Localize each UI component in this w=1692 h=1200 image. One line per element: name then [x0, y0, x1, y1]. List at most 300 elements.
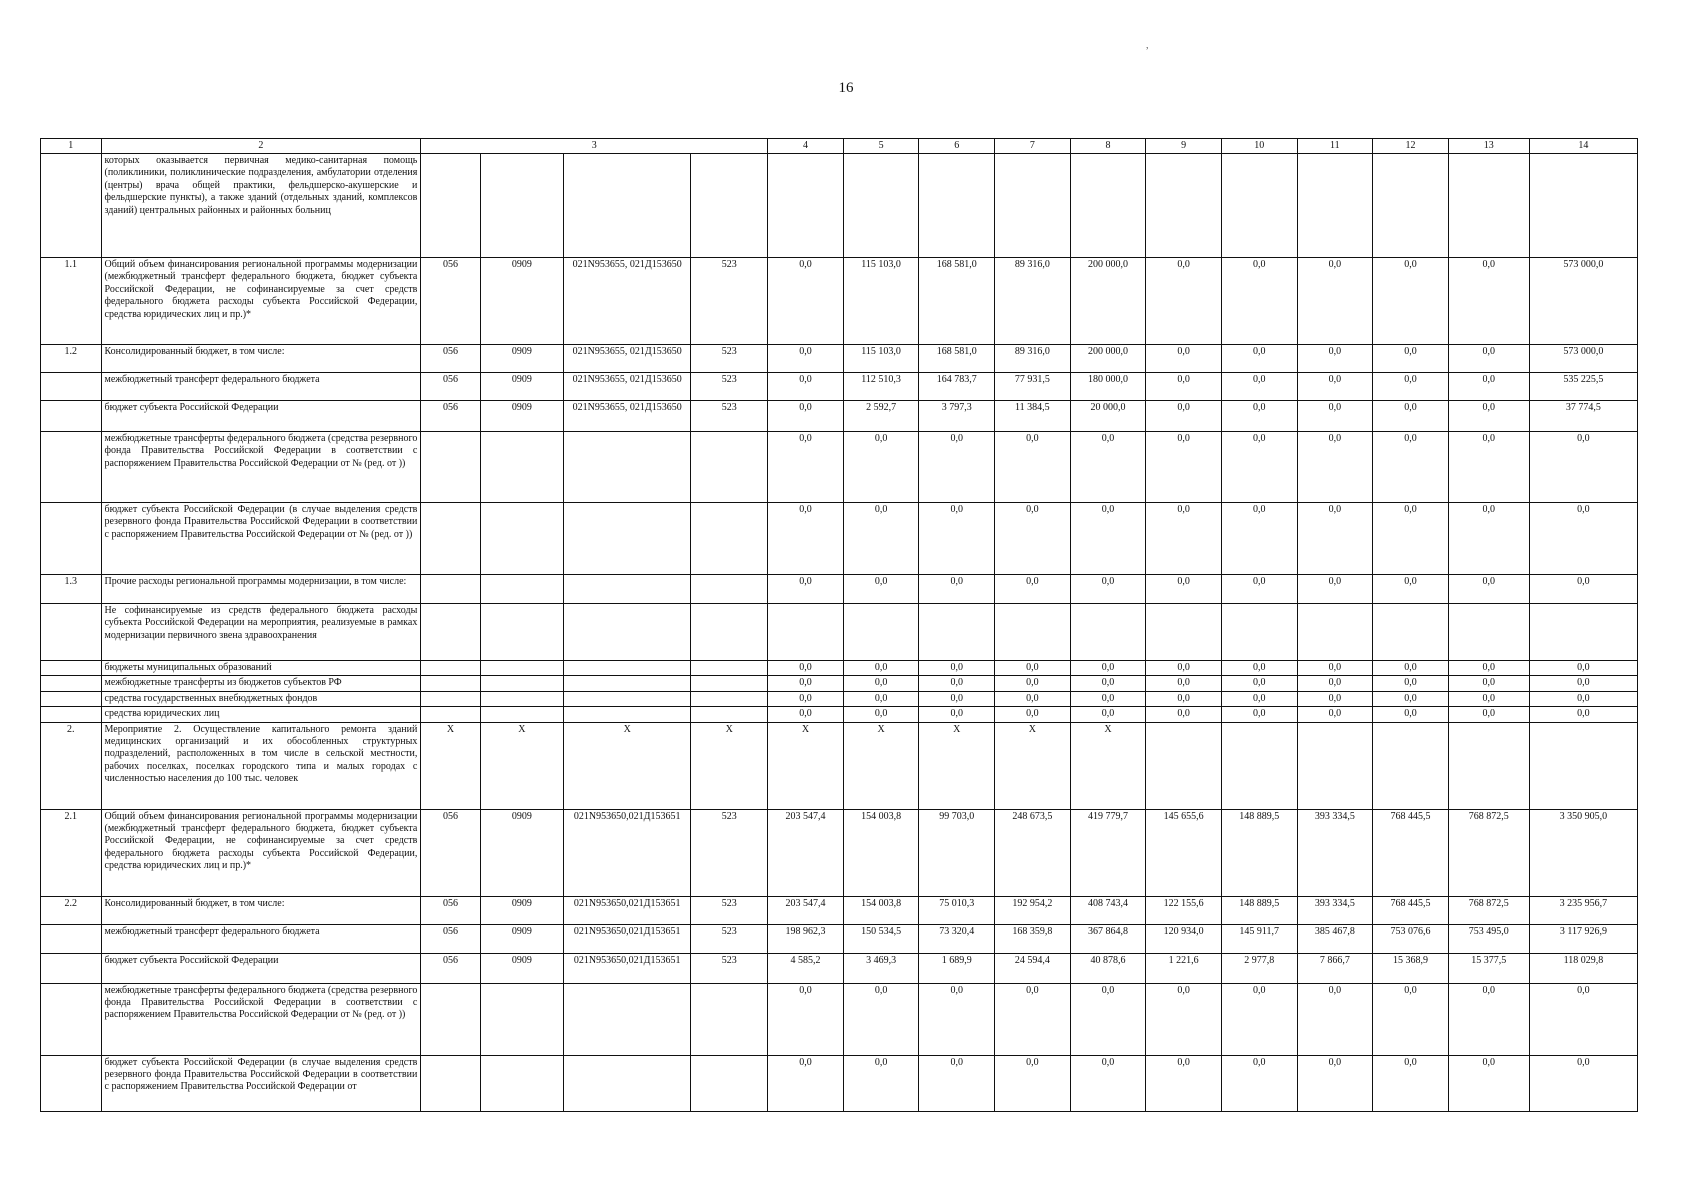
section-code-cell: X	[480, 722, 563, 809]
value-cell: 0,0	[1297, 345, 1373, 373]
section-code-cell	[480, 575, 563, 604]
value-cell: 0,0	[1146, 345, 1222, 373]
expense-type-cell	[691, 983, 768, 1055]
value-cell: 768 445,5	[1373, 809, 1449, 896]
row-number-cell	[41, 924, 102, 953]
value-cell: 2 592,7	[843, 401, 919, 432]
ministry-code-cell: 056	[421, 373, 480, 401]
value-cell: 0,0	[1221, 258, 1297, 345]
description-cell: бюджет субъекта Российской Федерации	[101, 401, 421, 432]
value-cell: 0,0	[768, 373, 844, 401]
ministry-code-cell	[421, 432, 480, 503]
target-article-cell	[563, 1055, 691, 1111]
value-cell: 0,0	[1146, 503, 1222, 575]
value-cell: 0,0	[1373, 983, 1449, 1055]
section-code-cell	[480, 707, 563, 722]
value-cell: 0,0	[1146, 1055, 1222, 1111]
row-number-cell	[41, 676, 102, 691]
column-header: 9	[1146, 139, 1222, 154]
value-cell	[1297, 154, 1373, 258]
value-cell: 115 103,0	[843, 258, 919, 345]
column-header: 1	[41, 139, 102, 154]
value-cell	[1448, 604, 1529, 661]
ministry-code-cell: 056	[421, 345, 480, 373]
ministry-code-cell	[421, 661, 480, 676]
target-article-cell: X	[563, 722, 691, 809]
value-cell: 0,0	[919, 503, 995, 575]
value-cell: 0,0	[1448, 707, 1529, 722]
value-cell: 0,0	[1221, 401, 1297, 432]
table-row	[41, 401, 1638, 432]
row-number-cell: 2.1	[41, 809, 102, 896]
target-article-cell: 021N953650,021Д153651	[563, 924, 691, 953]
value-cell: 4 585,2	[768, 953, 844, 983]
section-code-cell	[480, 691, 563, 706]
value-cell: 393 334,5	[1297, 896, 1373, 924]
value-cell: 0,0	[1373, 1055, 1449, 1111]
value-cell: 0,0	[768, 676, 844, 691]
row-number-cell	[41, 373, 102, 401]
value-cell	[1297, 722, 1373, 809]
value-cell: 0,0	[768, 575, 844, 604]
value-cell: 2 977,8	[1221, 953, 1297, 983]
expense-type-cell: 523	[691, 401, 768, 432]
target-article-cell: 021N953655, 021Д153650	[563, 345, 691, 373]
value-cell: 248 673,5	[995, 809, 1071, 896]
value-cell: 89 316,0	[995, 345, 1071, 373]
value-cell: 0,0	[919, 432, 995, 503]
expense-type-cell: 523	[691, 373, 768, 401]
value-cell: 0,0	[995, 1055, 1071, 1111]
value-cell: 0,0	[1373, 258, 1449, 345]
description-cell: межбюджетный трансферт федерального бюджета	[101, 373, 421, 401]
expense-type-cell: 523	[691, 345, 768, 373]
value-cell: 0,0	[995, 661, 1071, 676]
value-cell: 115 103,0	[843, 345, 919, 373]
value-cell	[995, 604, 1071, 661]
target-article-cell	[563, 707, 691, 722]
total-cell: 0,0	[1529, 707, 1637, 722]
value-cell: 0,0	[768, 401, 844, 432]
value-cell	[995, 154, 1071, 258]
value-cell	[843, 154, 919, 258]
value-cell: 0,0	[1297, 432, 1373, 503]
description-cell: Консолидированный бюджет, в том числе:	[101, 345, 421, 373]
value-cell: 73 320,4	[919, 924, 995, 953]
value-cell: 0,0	[995, 575, 1071, 604]
column-number-row	[41, 139, 1638, 154]
value-cell: 168 581,0	[919, 345, 995, 373]
value-cell: 0,0	[1070, 503, 1146, 575]
ministry-code-cell: 056	[421, 809, 480, 896]
value-cell: 0,0	[1373, 401, 1449, 432]
value-cell: 192 954,2	[995, 896, 1071, 924]
value-cell: 0,0	[919, 661, 995, 676]
total-cell	[1529, 722, 1637, 809]
value-cell: 0,0	[1146, 575, 1222, 604]
table-row	[41, 575, 1638, 604]
row-number-cell	[41, 154, 102, 258]
value-cell: 0,0	[1070, 691, 1146, 706]
total-cell: 3 117 926,9	[1529, 924, 1637, 953]
row-number-cell: 2.	[41, 722, 102, 809]
description-cell: Не софинансируемые из средств федерального бюджета расходы субъекта Российской Федерации на мероприятия, реализуемые в рамках модернизации первичного звена здравоохранения	[101, 604, 421, 661]
value-cell: 7 866,7	[1297, 953, 1373, 983]
value-cell: 0,0	[1070, 661, 1146, 676]
value-cell: 0,0	[1448, 432, 1529, 503]
description-cell: средства юридических лиц	[101, 707, 421, 722]
scan-mark: ,	[1146, 40, 1149, 51]
value-cell: 0,0	[1297, 575, 1373, 604]
ministry-code-cell	[421, 503, 480, 575]
value-cell: 24 594,4	[995, 953, 1071, 983]
value-cell: 0,0	[995, 503, 1071, 575]
expense-type-cell: 523	[691, 896, 768, 924]
value-cell: 0,0	[768, 432, 844, 503]
row-number-cell	[41, 432, 102, 503]
column-header: 4	[768, 139, 844, 154]
value-cell: 0,0	[1070, 707, 1146, 722]
total-cell	[1529, 604, 1637, 661]
value-cell: 0,0	[1373, 373, 1449, 401]
value-cell: 0,0	[1373, 661, 1449, 676]
value-cell: 0,0	[1297, 691, 1373, 706]
ministry-code-cell: 056	[421, 953, 480, 983]
value-cell: 0,0	[1221, 661, 1297, 676]
row-number-cell	[41, 1055, 102, 1111]
description-cell: Консолидированный бюджет, в том числе:	[101, 896, 421, 924]
ministry-code-cell	[421, 983, 480, 1055]
value-cell: 0,0	[1221, 575, 1297, 604]
value-cell: 0,0	[768, 258, 844, 345]
value-cell: 122 155,6	[1146, 896, 1222, 924]
value-cell: 385 467,8	[1297, 924, 1373, 953]
value-cell: 0,0	[1373, 503, 1449, 575]
value-cell: 75 010,3	[919, 896, 995, 924]
value-cell	[1373, 604, 1449, 661]
column-header: 8	[1070, 139, 1146, 154]
total-cell	[1529, 154, 1637, 258]
ministry-code-cell	[421, 707, 480, 722]
column-header: 7	[995, 139, 1071, 154]
value-cell: 168 581,0	[919, 258, 995, 345]
value-cell	[768, 604, 844, 661]
section-code-cell: 0909	[480, 258, 563, 345]
description-cell: бюджет субъекта Российской Федерации (в случае выделения средств резервного фонда Правительства Российской Федерации в соответствии с распоряжением Правительства Российской Федерации от	[101, 1055, 421, 1111]
table-row	[41, 983, 1638, 1055]
value-cell: 1 221,6	[1146, 953, 1222, 983]
total-cell: 0,0	[1529, 575, 1637, 604]
expense-type-cell	[691, 661, 768, 676]
description-cell: Прочие расходы региональной программы модернизации, в том числе:	[101, 575, 421, 604]
value-cell: 203 547,4	[768, 896, 844, 924]
total-cell: 0,0	[1529, 661, 1637, 676]
description-cell: Общий объем финансирования региональной программы модернизации (межбюджетный трансферт федерального бюджета, бюджет субъекта Российской Федерации, не софинансируемые за счет средств федерального бюджета расходы субъекта Российской Федерации, средства юридических лиц и пр.)*	[101, 258, 421, 345]
row-number-cell	[41, 401, 102, 432]
value-cell: 150 534,5	[843, 924, 919, 953]
value-cell: 0,0	[1448, 401, 1529, 432]
value-cell: 0,0	[1373, 676, 1449, 691]
target-article-cell	[563, 154, 691, 258]
value-cell: 0,0	[1297, 373, 1373, 401]
value-cell: 0,0	[1297, 676, 1373, 691]
value-cell	[1070, 154, 1146, 258]
row-number-cell	[41, 661, 102, 676]
target-article-cell	[563, 661, 691, 676]
table-row	[41, 503, 1638, 575]
column-header: 5	[843, 139, 919, 154]
target-article-cell	[563, 676, 691, 691]
row-number-cell: 2.2	[41, 896, 102, 924]
value-cell: 99 703,0	[919, 809, 995, 896]
value-cell: 393 334,5	[1297, 809, 1373, 896]
ministry-code-cell: X	[421, 722, 480, 809]
value-cell: 0,0	[1146, 676, 1222, 691]
value-cell: 0,0	[768, 707, 844, 722]
value-cell: 0,0	[1297, 1055, 1373, 1111]
target-article-cell: 021N953650,021Д153651	[563, 953, 691, 983]
value-cell: 0,0	[1221, 345, 1297, 373]
value-cell: 753 495,0	[1448, 924, 1529, 953]
value-cell: 753 076,6	[1373, 924, 1449, 953]
value-cell: 154 003,8	[843, 809, 919, 896]
section-code-cell	[480, 503, 563, 575]
section-code-cell: 0909	[480, 896, 563, 924]
value-cell: 0,0	[843, 983, 919, 1055]
section-code-cell: 0909	[480, 373, 563, 401]
value-cell: 0,0	[1146, 373, 1222, 401]
value-cell: 0,0	[1070, 432, 1146, 503]
expense-type-cell: X	[691, 722, 768, 809]
value-cell	[919, 154, 995, 258]
value-cell: 0,0	[1297, 401, 1373, 432]
table-body	[41, 154, 1638, 1112]
value-cell: 0,0	[1448, 983, 1529, 1055]
value-cell: 0,0	[1221, 1055, 1297, 1111]
value-cell: 164 783,7	[919, 373, 995, 401]
value-cell: 168 359,8	[995, 924, 1071, 953]
value-cell: 0,0	[1448, 345, 1529, 373]
page-number: 16	[838, 80, 854, 96]
value-cell	[1221, 604, 1297, 661]
description-cell: межбюджетные трансферты федерального бюджета (средства резервного фонда Правительства Российской Федерации в соответствии с распоряжением Правительства Российской Федерации от № (ред. от ))	[101, 983, 421, 1055]
value-cell: 15 368,9	[1373, 953, 1449, 983]
column-header: 6	[919, 139, 995, 154]
total-cell: 573 000,0	[1529, 345, 1637, 373]
value-cell: 0,0	[1373, 345, 1449, 373]
value-cell	[1146, 604, 1222, 661]
value-cell	[1373, 154, 1449, 258]
value-cell: 77 931,5	[995, 373, 1071, 401]
value-cell: 0,0	[1297, 983, 1373, 1055]
value-cell: 11 384,5	[995, 401, 1071, 432]
ministry-code-cell: 056	[421, 896, 480, 924]
table-row	[41, 924, 1638, 953]
financing-table	[40, 138, 1638, 1112]
value-cell: 120 934,0	[1146, 924, 1222, 953]
value-cell: 0,0	[995, 432, 1071, 503]
target-article-cell	[563, 691, 691, 706]
value-cell: 0,0	[1070, 676, 1146, 691]
column-header: 3	[421, 139, 768, 154]
section-code-cell: 0909	[480, 345, 563, 373]
description-cell: межбюджетные трансферты из бюджетов субъектов РФ	[101, 676, 421, 691]
value-cell: 0,0	[1297, 503, 1373, 575]
section-code-cell: 0909	[480, 401, 563, 432]
ministry-code-cell	[421, 1055, 480, 1111]
value-cell: 0,0	[1146, 661, 1222, 676]
value-cell	[1373, 722, 1449, 809]
value-cell: 15 377,5	[1448, 953, 1529, 983]
expense-type-cell	[691, 1055, 768, 1111]
value-cell: 367 864,8	[1070, 924, 1146, 953]
section-code-cell	[480, 604, 563, 661]
table-row	[41, 661, 1638, 676]
value-cell: 112 510,3	[843, 373, 919, 401]
value-cell: 0,0	[768, 983, 844, 1055]
total-cell: 0,0	[1529, 432, 1637, 503]
expense-type-cell	[691, 575, 768, 604]
total-cell: 37 774,5	[1529, 401, 1637, 432]
value-cell: 0,0	[1146, 691, 1222, 706]
section-code-cell: 0909	[480, 809, 563, 896]
target-article-cell	[563, 604, 691, 661]
value-cell: 0,0	[1070, 1055, 1146, 1111]
expense-type-cell: 523	[691, 953, 768, 983]
value-cell: 768 445,5	[1373, 896, 1449, 924]
value-cell: 1 689,9	[919, 953, 995, 983]
row-number-cell	[41, 953, 102, 983]
value-cell: 0,0	[843, 432, 919, 503]
total-cell: 0,0	[1529, 983, 1637, 1055]
total-cell: 0,0	[1529, 1055, 1637, 1111]
value-cell: 0,0	[768, 503, 844, 575]
section-code-cell: 0909	[480, 924, 563, 953]
table-row	[41, 676, 1638, 691]
description-cell: межбюджетный трансферт федерального бюджета	[101, 924, 421, 953]
value-cell: 0,0	[1448, 373, 1529, 401]
ministry-code-cell: 056	[421, 924, 480, 953]
value-cell: 0,0	[1221, 707, 1297, 722]
row-number-cell	[41, 691, 102, 706]
target-article-cell	[563, 432, 691, 503]
value-cell: 0,0	[1373, 691, 1449, 706]
value-cell: 0,0	[843, 575, 919, 604]
value-cell: 89 316,0	[995, 258, 1071, 345]
value-cell: 0,0	[1448, 691, 1529, 706]
table-row	[41, 722, 1638, 809]
value-cell: X	[1070, 722, 1146, 809]
value-cell	[1448, 722, 1529, 809]
value-cell: 0,0	[843, 503, 919, 575]
value-cell: 0,0	[1373, 707, 1449, 722]
value-cell: 0,0	[768, 661, 844, 676]
value-cell: 0,0	[1070, 575, 1146, 604]
value-cell: 0,0	[1373, 575, 1449, 604]
total-cell: 0,0	[1529, 503, 1637, 575]
value-cell: 0,0	[1221, 983, 1297, 1055]
value-cell: 154 003,8	[843, 896, 919, 924]
value-cell: 419 779,7	[1070, 809, 1146, 896]
table-row	[41, 345, 1638, 373]
target-article-cell	[563, 575, 691, 604]
value-cell	[1146, 154, 1222, 258]
value-cell: 0,0	[843, 691, 919, 706]
value-cell: 0,0	[919, 983, 995, 1055]
table-row	[41, 373, 1638, 401]
expense-type-cell	[691, 707, 768, 722]
target-article-cell	[563, 983, 691, 1055]
expense-type-cell	[691, 604, 768, 661]
value-cell	[843, 604, 919, 661]
expense-type-cell: 523	[691, 258, 768, 345]
value-cell: 0,0	[919, 707, 995, 722]
expense-type-cell	[691, 432, 768, 503]
description-cell: бюджет субъекта Российской Федерации (в случае выделения средств резервного фонда Правительства Российской Федерации в соответствии с распоряжением Правительства Российской Федерации от № (ред. от ))	[101, 503, 421, 575]
value-cell: X	[919, 722, 995, 809]
ministry-code-cell	[421, 691, 480, 706]
value-cell: 768 872,5	[1448, 896, 1529, 924]
value-cell: 0,0	[843, 676, 919, 691]
value-cell: 0,0	[919, 1055, 995, 1111]
total-cell: 0,0	[1529, 676, 1637, 691]
value-cell: 0,0	[1297, 258, 1373, 345]
target-article-cell: 021N953655, 021Д153650	[563, 258, 691, 345]
target-article-cell: 021N953655, 021Д153650	[563, 373, 691, 401]
value-cell: 0,0	[919, 575, 995, 604]
target-article-cell	[563, 503, 691, 575]
value-cell: X	[843, 722, 919, 809]
table-row	[41, 154, 1638, 258]
value-cell: 0,0	[1448, 661, 1529, 676]
row-number-cell	[41, 707, 102, 722]
column-header: 13	[1448, 139, 1529, 154]
section-code-cell	[480, 154, 563, 258]
value-cell: 768 872,5	[1448, 809, 1529, 896]
expense-type-cell	[691, 154, 768, 258]
value-cell	[1070, 604, 1146, 661]
table-row	[41, 953, 1638, 983]
value-cell: 0,0	[1373, 432, 1449, 503]
ministry-code-cell	[421, 575, 480, 604]
expense-type-cell	[691, 676, 768, 691]
section-code-cell	[480, 983, 563, 1055]
value-cell: 0,0	[1448, 575, 1529, 604]
total-cell: 118 029,8	[1529, 953, 1637, 983]
value-cell: 148 889,5	[1221, 896, 1297, 924]
section-code-cell: 0909	[480, 953, 563, 983]
value-cell: 0,0	[768, 1055, 844, 1111]
value-cell: 0,0	[1448, 676, 1529, 691]
value-cell	[919, 604, 995, 661]
row-number-cell	[41, 604, 102, 661]
value-cell: 145 655,6	[1146, 809, 1222, 896]
target-article-cell: 021N953655, 021Д153650	[563, 401, 691, 432]
value-cell	[1221, 722, 1297, 809]
value-cell: 0,0	[919, 691, 995, 706]
value-cell: 145 911,7	[1221, 924, 1297, 953]
section-code-cell	[480, 661, 563, 676]
table-row	[41, 896, 1638, 924]
value-cell: 0,0	[1221, 691, 1297, 706]
value-cell: 0,0	[1221, 432, 1297, 503]
ministry-code-cell	[421, 154, 480, 258]
value-cell: 200 000,0	[1070, 345, 1146, 373]
value-cell: 0,0	[1297, 707, 1373, 722]
value-cell: 198 962,3	[768, 924, 844, 953]
value-cell: 0,0	[843, 661, 919, 676]
table-row	[41, 707, 1638, 722]
